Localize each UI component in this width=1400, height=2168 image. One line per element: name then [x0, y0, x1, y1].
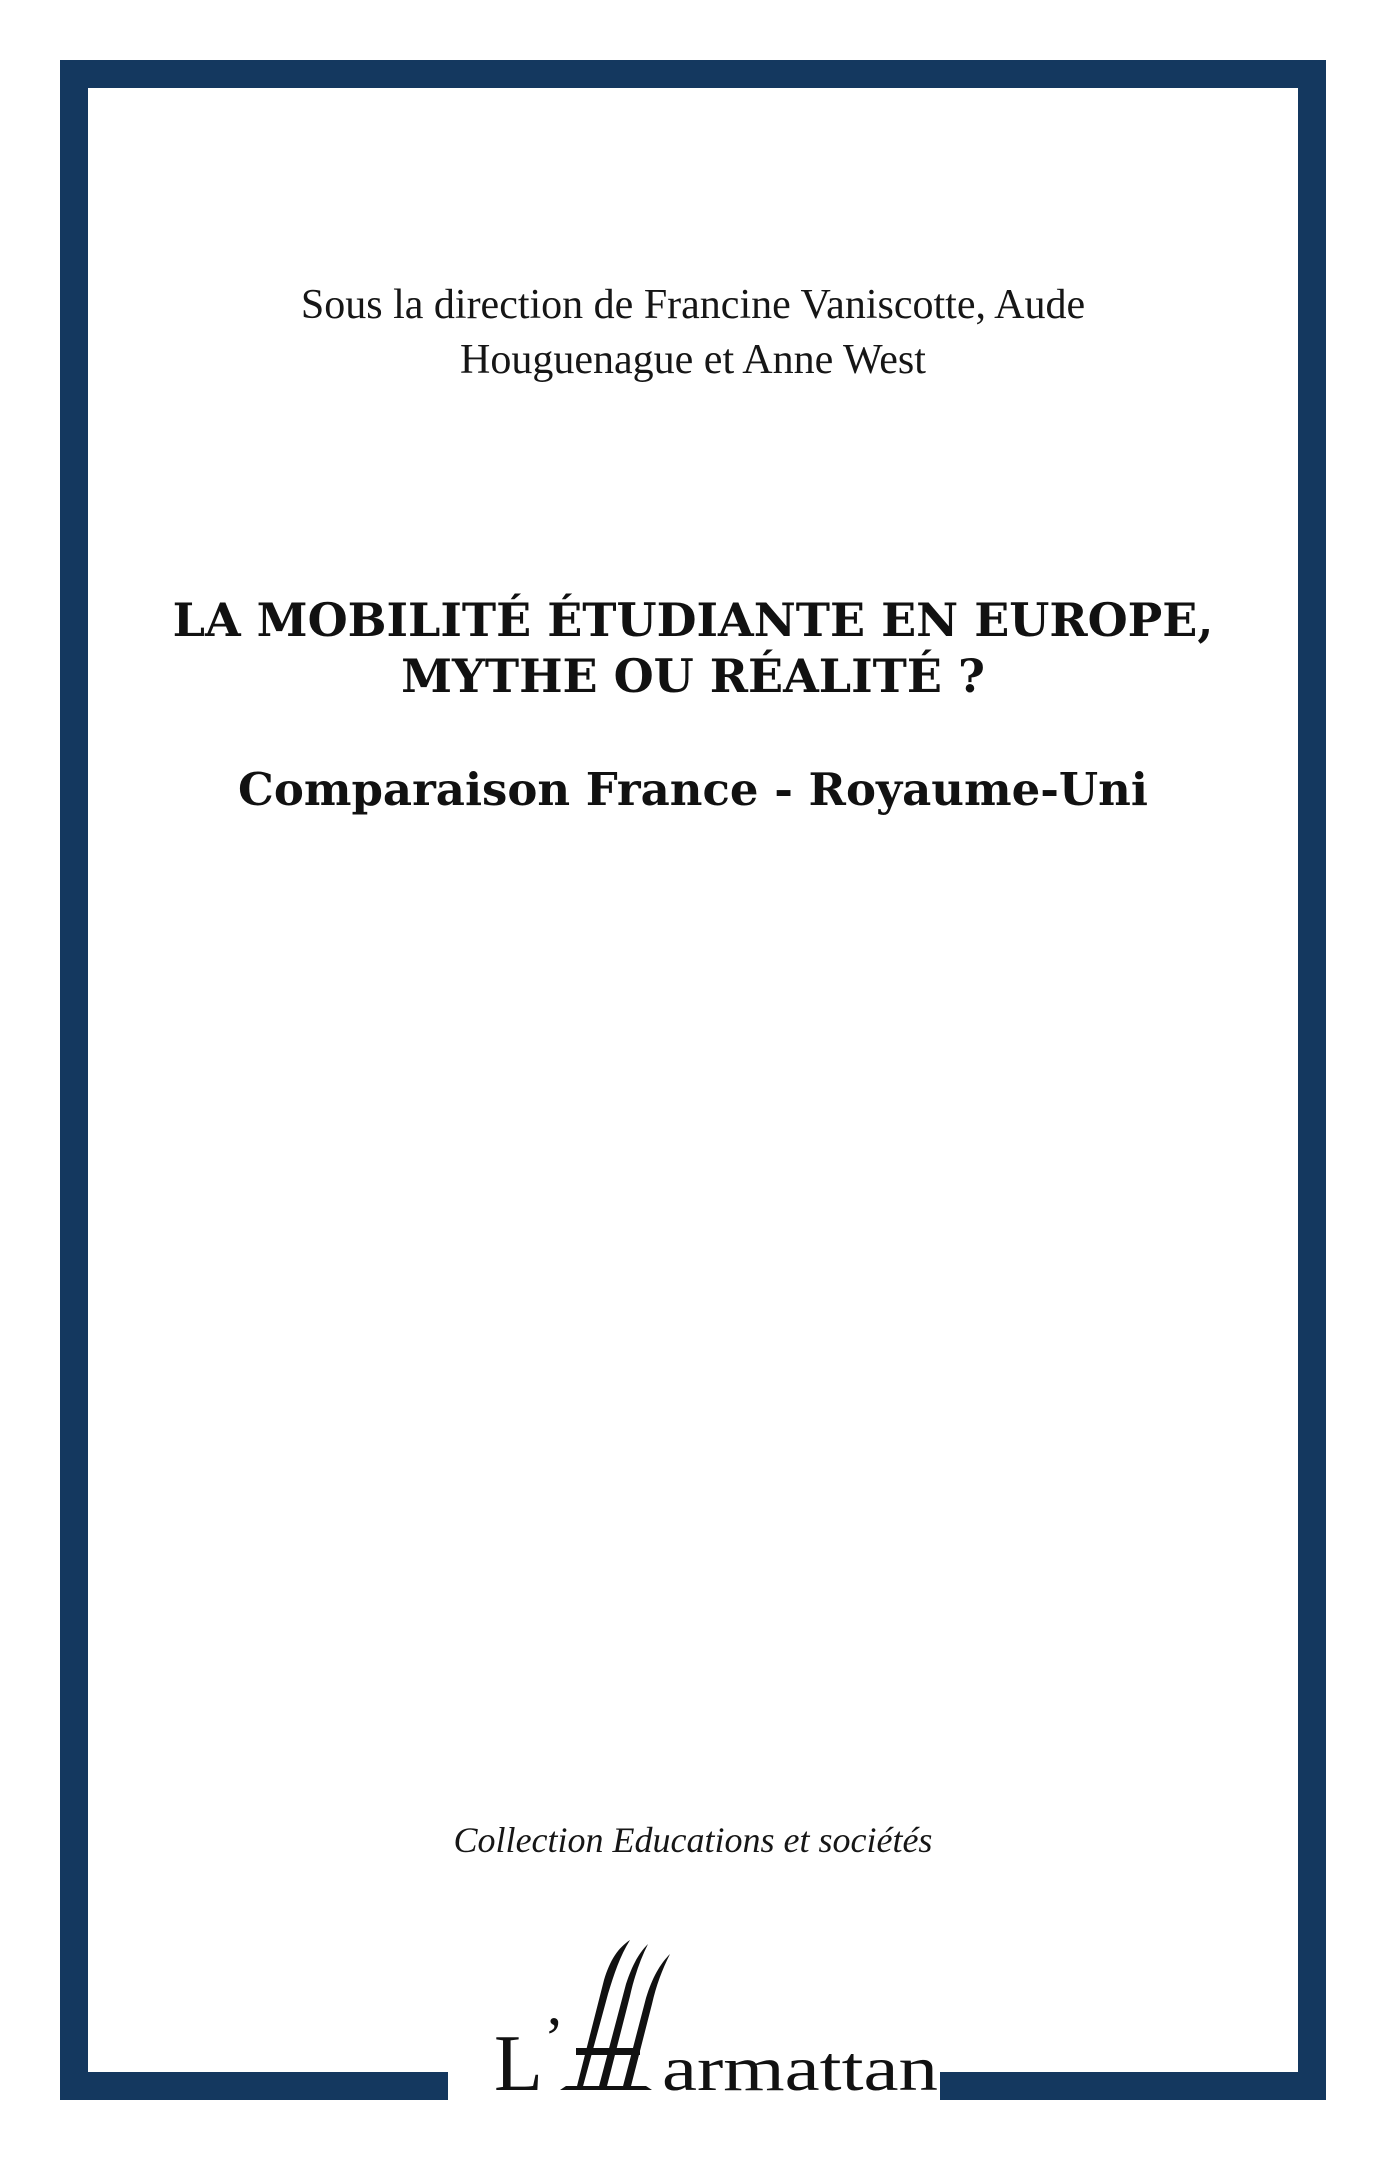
quill-h-icon — [560, 1940, 670, 2090]
book-subtitle: Comparaison France - Royaume-Uni — [238, 763, 1148, 816]
authors-line-2: Houguenague et Anne West — [460, 337, 926, 383]
title-line-1: LA MOBILITÉ ÉTUDIANTE EN EUROPE, — [172, 593, 1214, 647]
logo-letter-l: L — [494, 2020, 543, 2108]
publisher-logo — [448, 1940, 940, 2110]
logo-apostrophe: ’ — [544, 2005, 564, 2071]
logo-wordmark: armattan — [662, 2033, 938, 2104]
authors-line-1: Sous la direction de Francine Vaniscotte, Aude — [300, 282, 1086, 328]
book-title — [120, 592, 1266, 704]
authors-credit — [160, 278, 1226, 388]
collection-name: Collection Educations et sociétés — [453, 1820, 933, 1860]
title-line-2: MYTHE OU RÉALITÉ ? — [401, 649, 985, 703]
